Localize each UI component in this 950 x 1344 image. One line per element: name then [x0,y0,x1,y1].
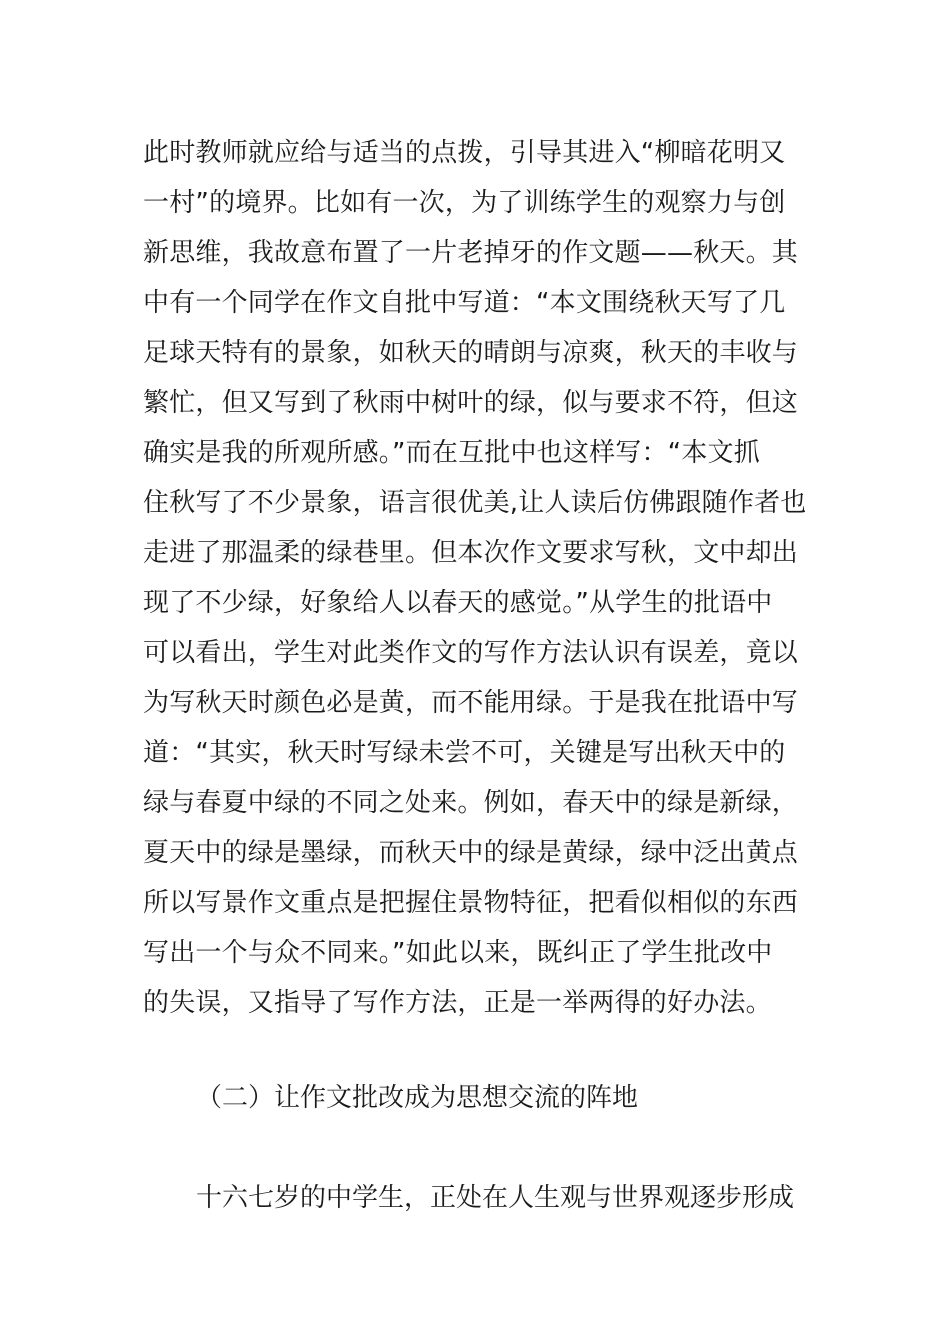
text-line: 一村”的境界。比如有一次，为了训练学生的观察力与创 [143,188,786,218]
section-heading: （二）让作文批改成为思想交流的阵地 [196,1083,639,1113]
text-line: 走进了那温柔的绿巷里。但本次作文要求写秋，文中却出 [143,538,799,568]
text-line: 夏天中的绿是墨绿，而秋天中的绿是黄绿，绿中泛出黄点 [143,838,799,868]
text-line: 现了不少绿，好象给人以春天的感觉。”从学生的批语中 [143,588,773,618]
text-line: 绿与春夏中绿的不同之处来。例如，春天中的绿是新绿， [143,788,799,818]
body-paragraph [143,128,823,1028]
text-line: 新思维，我故意布置了一片老掉牙的作文题——秋天。其 [143,238,799,268]
text-line: 中有一个同学在作文自批中写道：“本文围绕秋天写了几 [143,288,786,318]
text-line: 确实是我的所观所感。”而在互批中也这样写：“本文抓 [143,438,760,468]
text-line: 住秋写了不少景象，语言很优美,让人读后仿佛跟随作者也 [143,488,807,518]
text-line: 足球天特有的景象，如秋天的晴朗与凉爽，秋天的丰收与 [143,338,799,368]
text-line: 的失误，又指导了写作方法，正是一举两得的好办法。 [143,988,772,1018]
text-line: 为写秋天时颜色必是黄，而不能用绿。于是我在批语中写 [143,688,799,718]
text-line: 此时教师就应给与适当的点拨，引导其进入“柳暗花明又 [143,138,786,168]
text-line: 写出一个与众不同来。”如此以来，既纠正了学生批改中 [143,938,773,968]
text-line: 所以写景作文重点是把握住景物特征，把看似相似的东西 [143,888,799,918]
paragraph-start: 十六七岁的中学生，正处在人生观与世界观逐步形成 [196,1183,795,1213]
text-line: 繁忙，但又写到了秋雨中树叶的绿，似与要求不符，但这 [143,388,799,418]
text-line: 道：“其实，秋天时写绿未尝不可，关键是写出秋天中的 [143,738,786,768]
text-line: 可以看出，学生对此类作文的写作方法认识有误差，竟以 [143,638,799,668]
